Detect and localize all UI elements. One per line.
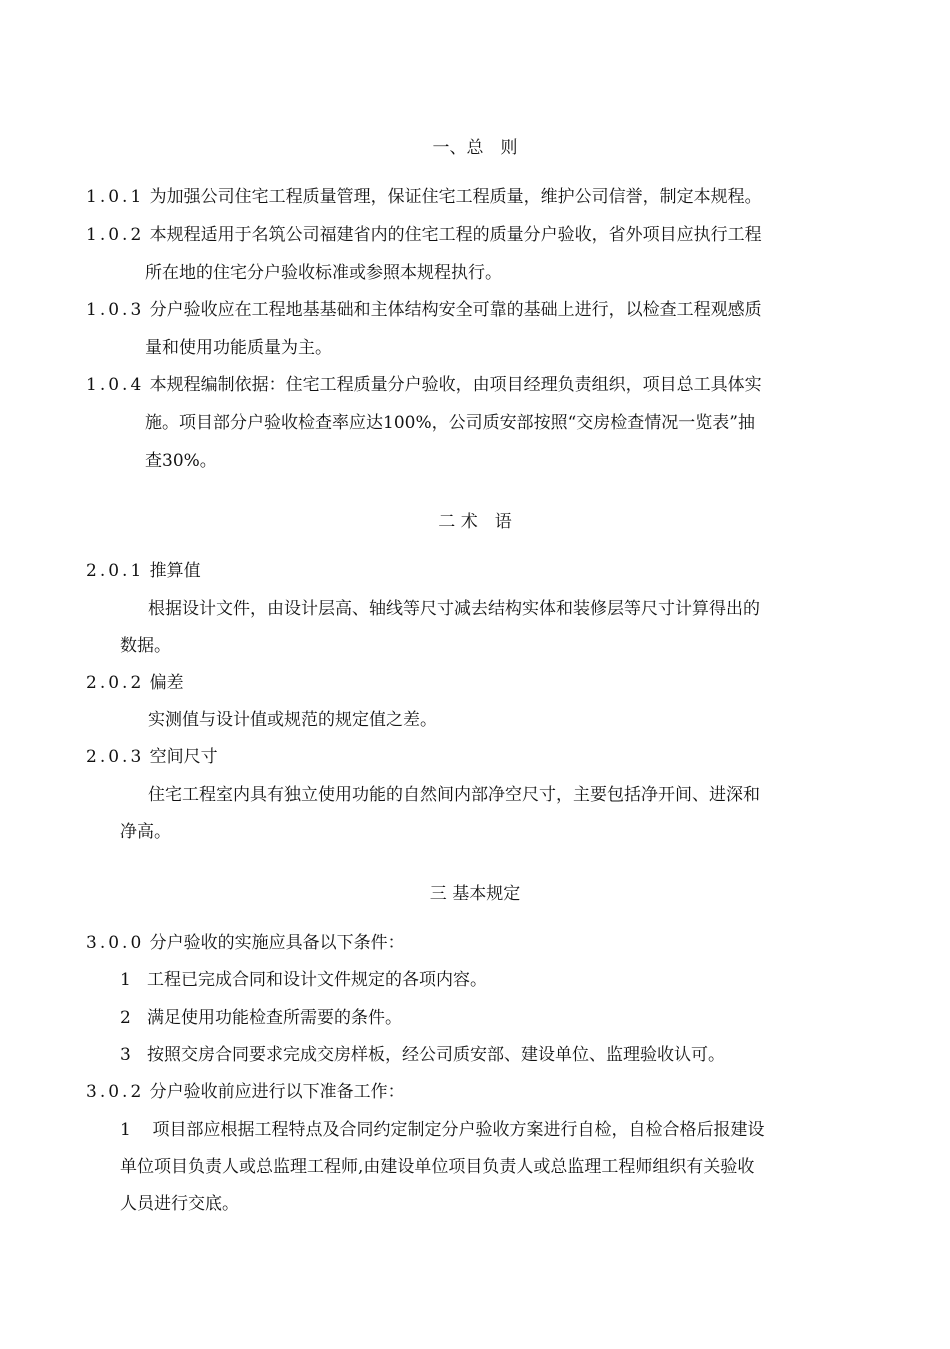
clause-number: 1.0.2	[86, 225, 145, 245]
item-number: 2	[120, 1008, 131, 1028]
item-number: 1	[120, 970, 131, 990]
term-definition-continued: 净高。	[120, 822, 171, 842]
condition-item	[120, 1044, 725, 1066]
term-name: 推算值	[149, 561, 201, 581]
clause-number: 2.0.3	[86, 747, 145, 767]
term-2-0-1	[86, 560, 201, 582]
item-number: 1	[120, 1120, 131, 1140]
clause-text-continued: 所在地的住宅分户验收标准或参照本规程执行。	[145, 263, 502, 283]
clause-text: 分户验收前应进行以下准备工作：	[149, 1082, 405, 1102]
clause-text-continued: 施。项目部分户验收检查率应达100%，公司质安部按照“交房检查情况一览表”抽	[145, 413, 755, 433]
item-text: 满足使用功能检查所需要的条件。	[147, 1008, 403, 1028]
item-text: 工程已完成合同和设计文件规定的各项内容。	[147, 970, 488, 990]
clause-1-0-1	[86, 186, 762, 208]
item-number: 3	[120, 1045, 131, 1065]
item-text: 项目部应根据工程特点及合同约定制定分户验收方案进行自检，自检合格后报建设	[152, 1120, 765, 1140]
condition-item	[120, 969, 487, 991]
clause-1-0-3	[86, 299, 762, 321]
term-name: 空间尺寸	[149, 747, 218, 767]
clause-number: 3.0.0	[86, 933, 145, 953]
section-title-general: 一、总 则	[432, 138, 518, 158]
item-text: 按照交房合同要求完成交房样板，经公司质安部、建设单位、监理验收认可。	[147, 1045, 726, 1065]
clause-3-0-0	[86, 932, 405, 954]
term-2-0-2	[86, 672, 184, 694]
clause-number: 3.0.2	[86, 1082, 145, 1102]
clause-text: 分户验收应在工程地基基础和主体结构安全可靠的基础上进行，以检查工程观感质	[149, 300, 762, 320]
clause-1-0-2	[86, 224, 762, 246]
clause-number: 1.0.3	[86, 300, 145, 320]
clause-number: 2.0.1	[86, 561, 145, 581]
term-name: 偏差	[149, 673, 184, 693]
clause-number: 1.0.1	[86, 187, 145, 207]
preparation-item	[120, 1119, 764, 1141]
clause-text-continued: 量和使用功能质量为主。	[145, 338, 332, 358]
condition-item	[120, 1007, 402, 1029]
section-title-terms: 二 术 语	[438, 512, 512, 532]
item-text-continued: 单位项目负责人或总监理工程师,由建设单位项目负责人或总监理工程师组织有关验收	[120, 1157, 755, 1177]
clause-text: 本规程适用于名筑公司福建省内的住宅工程的质量分户验收，省外项目应执行工程	[149, 225, 762, 245]
term-definition: 住宅工程室内具有独立使用功能的自然间内部净空尺寸，主要包括净开间、进深和	[148, 785, 760, 805]
term-2-0-3	[86, 746, 218, 768]
term-definition: 根据设计文件，由设计层高、轴线等尺寸减去结构实体和装修层等尺寸计算得出的	[148, 599, 760, 619]
clause-text: 分户验收的实施应具备以下条件：	[149, 933, 405, 953]
clause-3-0-2	[86, 1081, 405, 1103]
clause-number: 2.0.2	[86, 673, 145, 693]
clause-text-continued: 查30%。	[145, 451, 217, 471]
section-title-basic-rules: 三 基本规定	[429, 884, 521, 904]
clause-number: 1.0.4	[86, 375, 145, 395]
term-definition-continued: 数据。	[120, 636, 171, 656]
clause-text: 本规程编制依据：住宅工程质量分户验收，由项目经理负责组织，项目总工具体实	[149, 375, 762, 395]
clause-1-0-4	[86, 374, 762, 396]
item-text-continued: 人员进行交底。	[120, 1194, 239, 1214]
clause-text: 为加强公司住宅工程质量管理，保证住宅工程质量，维护公司信誉，制定本规程。	[149, 187, 762, 207]
term-definition: 实测值与设计值或规范的规定值之差。	[148, 710, 437, 730]
